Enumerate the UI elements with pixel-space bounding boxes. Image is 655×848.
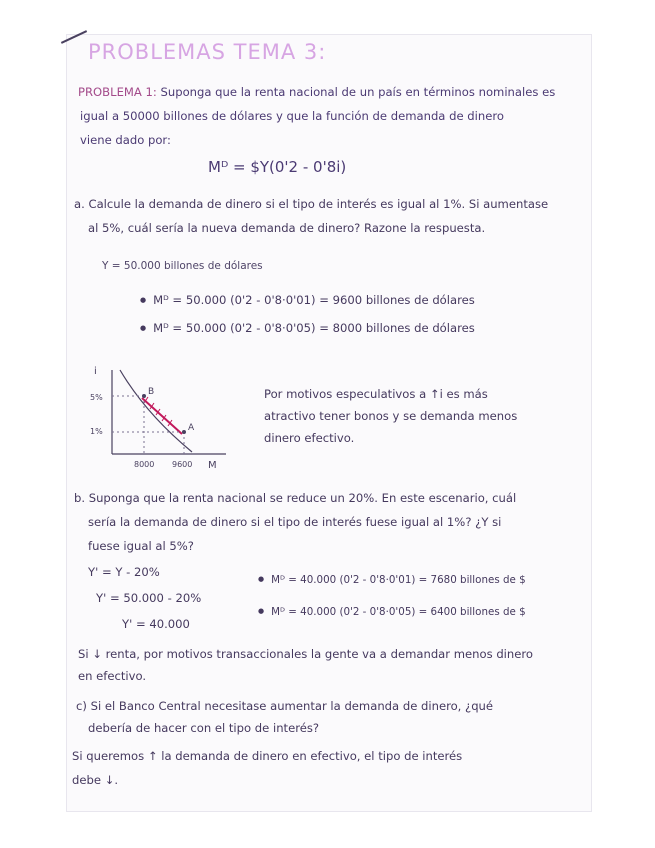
part-a-question-2: al 5%, cuál sería la nueva demanda de dinero? Razone la respuesta. — [88, 221, 486, 235]
part-a-explanation-1: Por motivos especulativos a ↑i es más — [264, 387, 488, 401]
page-title: PROBLEMAS TEMA 3: — [88, 40, 327, 64]
part-b-calc-2: ● Mᴰ = 40.000 (0'2 - 0'8·0'05) = 6400 billones de $ — [258, 604, 526, 621]
page-corner-mark — [61, 30, 87, 44]
x-tick-8000: 8000 — [134, 460, 155, 469]
problem-text-1: Suponga que la renta nacional de un país en términos nominales es — [160, 85, 556, 99]
part-b-calc-1: ● Mᴰ = 40.000 (0'2 - 0'8·0'01) = 7680 billones de $ — [258, 572, 526, 589]
part-a-calc-1: ● Mᴰ = 50.000 (0'2 - 0'8·0'01) = 9600 billones de dólares — [140, 292, 475, 310]
y-tick-1: 1% — [90, 427, 103, 436]
part-a-explanation-2: atractivo tener bonos y se demanda menos — [264, 409, 518, 423]
part-c-question-2: debería de hacer con el tipo de interés? — [88, 721, 320, 735]
problem-statement-line-1 — [78, 84, 555, 100]
part-b-conclusion-1: Si ↓ renta, por motivos transaccionales la gente va a demandar menos dinero — [78, 647, 533, 661]
movement-arrow — [142, 398, 182, 434]
part-b-conclusion-2: en efectivo. — [78, 669, 147, 683]
part-a-given: Y = 50.000 billones de dólares — [102, 260, 263, 272]
part-a-calc-2: ● Mᴰ = 50.000 (0'2 - 0'8·0'05) = 8000 billones de dólares — [140, 320, 475, 338]
part-c-question-1: c) Si el Banco Central necesitase aumentar la demanda de dinero, ¿qué — [76, 699, 494, 713]
part-b-step-2: Y' = 50.000 - 20% — [96, 591, 202, 605]
x-axis-label: M — [208, 460, 217, 471]
y-axis-label: i — [94, 366, 97, 377]
problem-statement-line-2: igual a 50000 billones de dólares y que la función de demanda de dinero — [80, 109, 504, 123]
demand-formula: Mᴰ = $Y(0'2 - 0'8i) — [208, 158, 347, 176]
point-a — [182, 430, 186, 434]
problem-label: PROBLEMA 1: — [78, 85, 157, 99]
part-b-question-3: fuese igual al 5%? — [88, 539, 194, 553]
point-b — [142, 394, 146, 398]
notebook-page — [66, 34, 592, 812]
problem-statement-line-3: viene dado por: — [80, 133, 171, 147]
point-b-label: B — [148, 387, 155, 397]
x-tick-9600: 9600 — [172, 460, 193, 469]
point-a-label: A — [188, 423, 195, 433]
part-a-explanation-3: dinero efectivo. — [264, 431, 355, 445]
part-c-answer-1: Si queremos ↑ la demanda de dinero en efectivo, el tipo de interés — [72, 749, 463, 763]
part-b-question-1: b. Suponga que la renta nacional se reduce un 20%. En este escenario, cuál — [74, 491, 517, 505]
part-a-question-1: a. Calcule la demanda de dinero si el tipo de interés es igual al 1%. Si aumentase — [74, 197, 549, 211]
y-tick-5: 5% — [90, 393, 103, 402]
part-b-step-1: Y' = Y - 20% — [88, 565, 160, 579]
part-b-question-2: sería la demanda de dinero si el tipo de interés fuese igual al 1%? ¿Y si — [88, 515, 502, 529]
money-demand-graph — [86, 364, 236, 472]
part-b-step-3: Y' = 40.000 — [122, 617, 190, 631]
part-c-answer-2: debe ↓. — [72, 773, 119, 787]
